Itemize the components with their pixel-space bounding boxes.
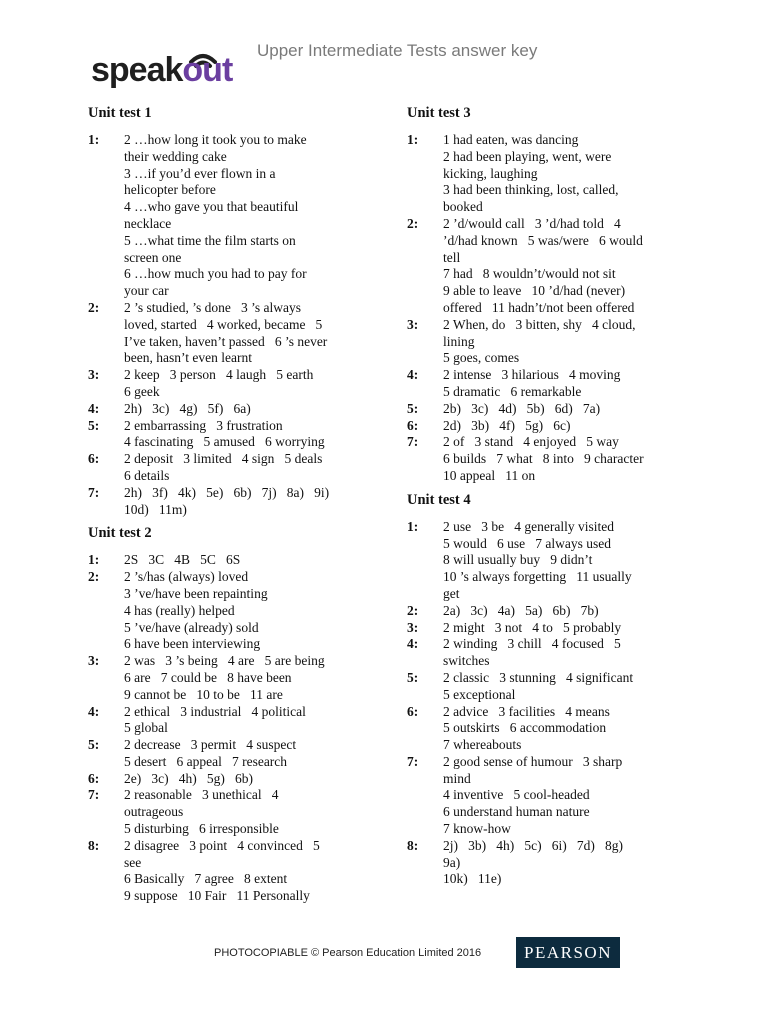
answer-text (443, 132, 692, 216)
answer-line: 2 classic 3 stunning 4 significant (443, 669, 634, 685)
answer-line: switches (443, 653, 490, 669)
question-number: 6: (407, 703, 419, 719)
answer-line: outrageous (124, 804, 184, 820)
answer-text (443, 620, 692, 637)
answer-line: 7 had 8 wouldn’t/would not sit (443, 266, 616, 282)
answer-text (443, 838, 692, 888)
answer-item (407, 704, 692, 754)
answer-line: been, hasn’t even learnt (124, 350, 252, 366)
answer-line: 4 has (really) helped (124, 602, 235, 618)
question-number: 7: (407, 434, 419, 450)
answer-line: 2 use 3 be 4 generally visited (443, 518, 614, 534)
answer-line: 2 When, do 3 bitten, shy 4 cloud, (443, 316, 636, 332)
answer-text (124, 300, 378, 367)
answer-item (88, 653, 378, 703)
answer-line: 10k) 11e) (443, 871, 502, 887)
question-number: 2: (88, 569, 100, 585)
answer-item (88, 787, 378, 837)
answer-line: 9 suppose 10 Fair 11 Personally (124, 888, 310, 904)
answer-line: 5 would 6 use 7 always used (443, 535, 611, 551)
answer-line: mind (443, 770, 471, 786)
answer-line: necklace (124, 215, 172, 231)
answer-item (407, 317, 692, 367)
answer-line: 2 embarrassing 3 frustration (124, 417, 283, 433)
question-number: 3: (88, 367, 100, 383)
answer-line: 5 goes, comes (443, 350, 520, 366)
pearson-logo: PEARSON (516, 937, 620, 968)
answer-line: 4 inventive 5 cool-headed (443, 787, 590, 803)
answer-line: 2 keep 3 person 4 laugh 5 earth (124, 367, 314, 383)
answer-line: booked (443, 199, 483, 215)
answer-item (88, 418, 378, 452)
answer-text (124, 418, 378, 452)
answer-line: I’ve taken, haven’t passed 6 ’s never (124, 333, 328, 349)
unit-title: Unit test 2 (88, 525, 152, 542)
answer-item (88, 132, 378, 300)
answer-line: 2 ethical 3 industrial 4 political (124, 703, 306, 719)
question-number: 3: (407, 316, 419, 332)
question-number: 7: (88, 484, 100, 500)
answer-line: 2a) 3c) 4a) 5a) 6b) 7b) (443, 602, 599, 618)
answer-item (407, 670, 692, 704)
answer-line: 4 fascinating 5 amused 6 worrying (124, 434, 325, 450)
answer-text (124, 704, 378, 738)
answer-line: 2 of 3 stand 4 enjoyed 5 way (443, 434, 619, 450)
question-number: 6: (88, 451, 100, 467)
answer-item (407, 434, 692, 484)
answer-text (443, 367, 692, 401)
answer-item (88, 451, 378, 485)
answer-line: 5 disturbing 6 irresponsible (124, 821, 279, 837)
question-number: 4: (407, 367, 419, 383)
unit-section (88, 524, 378, 905)
answer-text (124, 401, 378, 418)
answer-line: 6 are 7 could be 8 have been (124, 669, 292, 685)
speakout-logo (89, 48, 251, 94)
answer-text (443, 216, 692, 317)
answer-line: 2 …how long it took you to make (124, 132, 307, 147)
answer-line: 4 …who gave you that beautiful (124, 199, 299, 215)
answer-line: 6 Basically 7 agree 8 extent (124, 871, 288, 887)
answer-line: 2 decrease 3 permit 4 suspect (124, 737, 297, 753)
answer-item (88, 367, 378, 401)
answer-line: 2 ’s/has (always) loved (124, 569, 249, 585)
answer-item (88, 704, 378, 738)
answer-line: 2h) 3f) 4k) 5e) 6b) 7j) 8a) 9i) (124, 484, 330, 500)
answer-text (443, 754, 692, 838)
answer-item (407, 754, 692, 838)
answer-line: 6 geek (124, 383, 160, 399)
answer-line: 2 disagree 3 point 4 convinced 5 (124, 837, 320, 853)
answer-item (88, 569, 378, 653)
answer-text (443, 519, 692, 603)
document-title: Upper Intermediate Tests answer key (257, 41, 538, 60)
answer-line: 5 …what time the film starts on (124, 232, 296, 248)
answer-item (407, 838, 692, 888)
answer-line: see (124, 854, 142, 870)
unit-title: Unit test 1 (88, 105, 152, 121)
answer-line: helicopter before (124, 182, 216, 198)
question-number: 4: (88, 703, 100, 719)
answer-line: offered 11 hadn’t/not been offered (443, 299, 635, 315)
answer-text (124, 787, 378, 837)
question-number: 3: (407, 619, 419, 635)
answer-text (124, 737, 378, 771)
answer-line: 2 good sense of humour 3 sharp (443, 753, 623, 769)
question-number: 2: (407, 602, 419, 618)
answer-text (443, 636, 692, 670)
answer-line: 2 intense 3 hilarious 4 moving (443, 367, 621, 383)
answer-line: 9 able to leave 10 ’d/had (never) (443, 283, 626, 299)
right-column (407, 104, 692, 894)
answer-item (407, 519, 692, 603)
answer-line: 5 desert 6 appeal 7 research (124, 753, 288, 769)
question-number: 3: (88, 653, 100, 669)
answer-item (88, 737, 378, 771)
answer-line: 2S 3C 4B 5C 6S (124, 552, 241, 568)
answer-line: 6 builds 7 what 8 into 9 character (443, 451, 644, 467)
logo-wordmark (91, 51, 232, 90)
unit-section (88, 104, 378, 518)
answer-text (443, 317, 692, 367)
question-number: 5: (88, 417, 100, 433)
answer-line: 2 advice 3 facilities 4 means (443, 703, 610, 719)
question-number: 6: (88, 770, 100, 786)
answer-line: lining (443, 333, 475, 349)
question-number: 5: (88, 737, 100, 753)
answer-item (407, 132, 692, 216)
answer-text (124, 569, 378, 653)
answer-line: 6 …how much you had to pay for (124, 266, 307, 282)
answer-line: 6 details (124, 467, 170, 483)
answer-line: 2 reasonable 3 unethical 4 (124, 787, 279, 803)
answer-text (443, 434, 692, 484)
answer-line: 2 might 3 not 4 to 5 probably (443, 619, 622, 635)
answer-line: 2 deposit 3 limited 4 sign 5 deals (124, 451, 323, 467)
question-number: 2: (88, 299, 100, 315)
question-number: 4: (88, 400, 100, 416)
answer-line: ’d/had known 5 was/were 6 would (443, 232, 643, 248)
unit-section (407, 104, 692, 485)
answer-item (407, 418, 692, 435)
answer-line: 5 exceptional (443, 686, 516, 702)
answer-line: 2h) 3c) 4g) 5f) 6a) (124, 400, 251, 416)
answer-line: 2e) 3c) 4h) 5g) 6b) (124, 770, 253, 786)
question-number: 8: (88, 837, 100, 853)
copyright-notice: PHOTOCOPIABLE © Pearson Education Limited 2016 (214, 947, 482, 959)
answer-line: 2 ’d/would call 3 ’d/had told 4 (443, 215, 621, 231)
logo-text-speak: speak (91, 51, 183, 89)
answer-line: 2d) 3b) 4f) 5g) 6c) (443, 417, 571, 433)
answer-item (407, 401, 692, 418)
answer-line: 8 will usually buy 9 didn’t (443, 552, 593, 568)
answer-line: 3 ’ve/have been repainting (124, 585, 268, 601)
answer-line: 5 global (124, 720, 168, 736)
question-number: 7: (407, 753, 419, 769)
answer-text (124, 451, 378, 485)
answer-item (407, 620, 692, 637)
answer-line: 2 was 3 ’s being 4 are 5 are being (124, 653, 325, 669)
question-number: 1: (88, 552, 100, 568)
answer-line: 5 ’ve/have (already) sold (124, 619, 259, 635)
answer-text (124, 367, 378, 401)
answer-line: 10 appeal 11 on (443, 467, 536, 483)
logo-text-out: out (182, 51, 233, 89)
answer-line: tell (443, 249, 461, 265)
answer-line: 1 had eaten, was dancing (443, 132, 579, 147)
question-number: 5: (407, 400, 419, 416)
answer-item (88, 401, 378, 418)
answer-line: your car (124, 283, 169, 299)
answer-item (88, 485, 378, 519)
question-number: 4: (407, 636, 419, 652)
unit-title: Unit test 4 (407, 491, 471, 508)
answer-line: 3 …if you’d ever flown in a (124, 165, 276, 181)
answer-line: 10d) 11m) (124, 501, 187, 517)
answer-line: 3 had been thinking, lost, called, (443, 182, 619, 198)
answer-text (124, 132, 378, 300)
answer-text (443, 603, 692, 620)
answer-line: 7 whereabouts (443, 737, 522, 753)
question-number: 5: (407, 669, 419, 685)
answer-line: get (443, 585, 460, 601)
answer-line: 5 outskirts 6 accommodation (443, 720, 607, 736)
question-number: 1: (407, 518, 419, 534)
answer-line: 6 have been interviewing (124, 636, 261, 652)
answer-line: 6 understand human nature (443, 804, 590, 820)
answer-item (88, 300, 378, 367)
question-number: 1: (88, 132, 100, 147)
answer-line: 2 winding 3 chill 4 focused 5 (443, 636, 621, 652)
answer-text (124, 771, 378, 788)
answer-item (407, 367, 692, 401)
answer-line: 9 cannot be 10 to be 11 are (124, 686, 283, 702)
answer-line: loved, started 4 worked, became 5 (124, 316, 323, 332)
unit-section (407, 491, 692, 889)
answer-line: 2j) 3b) 4h) 5c) 6i) 7d) 8g) (443, 837, 623, 853)
answer-text (443, 670, 692, 704)
answer-line: 7 know-how (443, 821, 511, 837)
answer-text (124, 552, 378, 569)
left-column (88, 104, 378, 911)
answer-text (443, 401, 692, 418)
answer-text (124, 838, 378, 905)
answer-text (124, 485, 378, 519)
answer-line: their wedding cake (124, 148, 227, 164)
answer-line: 2 had been playing, went, were (443, 148, 612, 164)
question-number: 8: (407, 837, 419, 853)
answer-line: 2b) 3c) 4d) 5b) 6d) 7a) (443, 400, 601, 416)
answer-line: screen one (124, 249, 182, 265)
question-number: 2: (407, 215, 419, 231)
question-number: 1: (407, 132, 419, 147)
page-footer (0, 937, 768, 969)
answer-item (88, 552, 378, 569)
question-number: 6: (407, 417, 419, 433)
answer-text (443, 418, 692, 435)
answer-item (88, 771, 378, 788)
question-number: 7: (88, 787, 100, 803)
answer-item (407, 603, 692, 620)
answer-item (407, 216, 692, 317)
answer-line: 10 ’s always forgetting 11 usually (443, 569, 632, 585)
answer-line: 2 ’s studied, ’s done 3 ’s always (124, 299, 301, 315)
answer-line: 9a) (443, 854, 461, 870)
answer-text (124, 653, 378, 703)
answer-line: 5 dramatic 6 remarkable (443, 383, 582, 399)
answer-line: kicking, laughing (443, 165, 538, 181)
unit-title: Unit test 3 (407, 105, 471, 121)
answer-text (443, 704, 692, 754)
answer-item (88, 838, 378, 905)
answer-item (407, 636, 692, 670)
